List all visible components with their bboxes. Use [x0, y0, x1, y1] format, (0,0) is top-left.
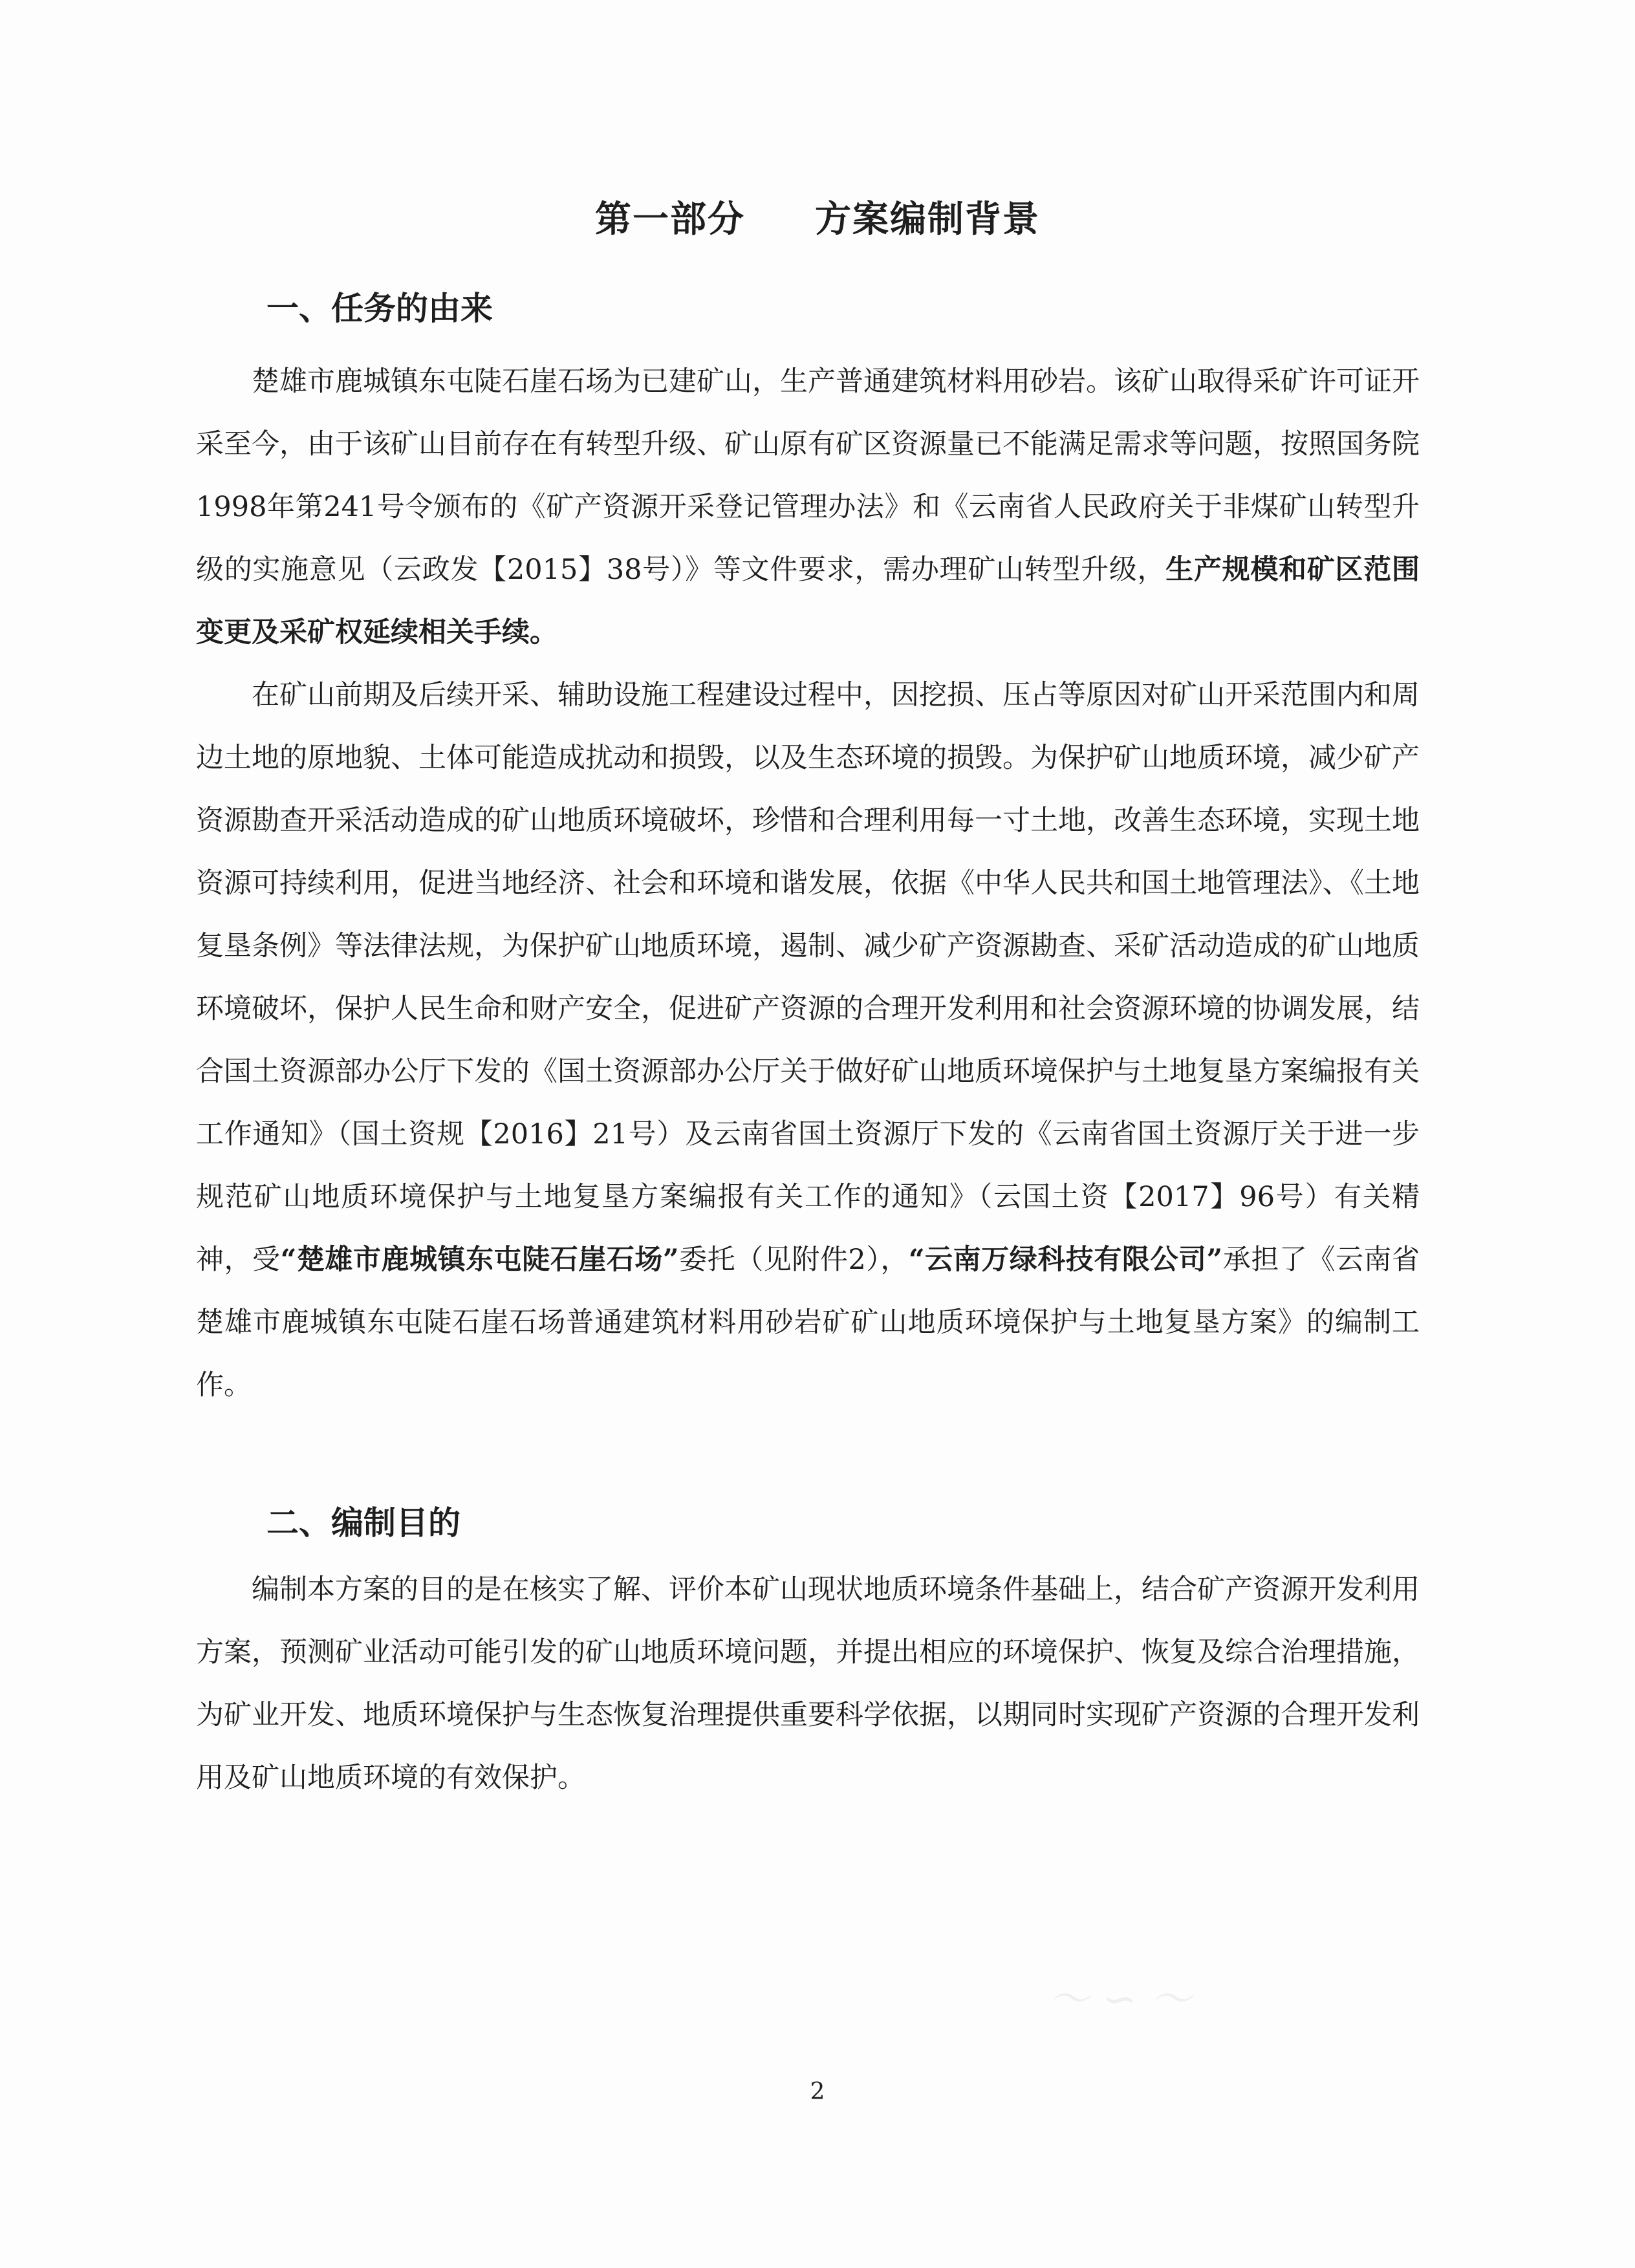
paragraph-text: 在矿山前期及后续开采、辅助设施工程建设过程中，因挖损、压占等原因对矿山开采范围内和周边土地的原地貌、土体可能造成扰动和损毁，以及生态环境的损毁。为保护矿山地质环境，减少矿产资源勘查开采活动造成的矿山地质环境破坏，珍惜和合理利用每一寸土地，改善生态环境，实现土地资源可持续利用，促进当地经济、社会和环境和谐发展，依据《中华人民共和国土地管理法》、《土地复垦条例》等法律法规，为保护矿山地质环境，遏制、减少矿产资源勘查、采矿活动造成的矿山地质环境破坏，保护人民生命和财产安全，促进矿产资源的合理开发利用和社会资源环境的协调发展，结合国土资源部办公厅下发的《国土资源部办公厅关于做好矿山地质环境保护与土地复垦方案编报有关工作通知》（国土资规【2016】21号）及云南省国土资源厅下发的《云南省国土资源厅关于进一步规范矿山地质环境保护与土地复垦方案编报有关工作的通知》（云国土资【2017】96号）有关精神，受 — [196, 679, 1420, 1276]
paragraph-text: 楚雄市鹿城镇东屯陡石崖石场为已建矿山，生产普通建筑材料用砂岩。该矿山取得采矿许可证开采至今，由于该矿山目前存在有转型升级、矿山原有矿区资源量已不能满足需求等问题，按照国务院1998年第241号令颁布的《矿产资源开采登记管理办法》和《云南省人民政府关于非煤矿山转型升级的实施意见（云政发【2015】38号）》等文件要求，需办理矿山转型升级， — [196, 365, 1420, 586]
bleed-through-mark: ～ ∽ ～ — [1048, 1976, 1192, 2024]
chapter-name: 方案编制背景 — [815, 199, 1040, 241]
paragraph-origin-1 — [196, 351, 1420, 664]
paragraph-purpose-1 — [196, 1559, 1420, 1809]
paragraph-origin-2 — [196, 664, 1420, 1417]
client-name-emphasis: “楚雄市鹿城镇东屯陡石崖石场” — [280, 1244, 679, 1276]
chapter-title — [0, 194, 1635, 246]
paragraph-text: 编制本方案的目的是在核实了解、评价本矿山现状地质环境条件基础上，结合矿产资源开发利用方案，预测矿业活动可能引发的矿山地质环境问题，并提出相应的环境保护、恢复及综合治理措施，为矿业开发、地质环境保护与生态恢复治理提供重要科学依据，以期同时实现矿产资源的合理开发利用及矿山地质环境的有效保护。 — [196, 1573, 1420, 1794]
paragraph-emphasis: 生产规模和矿区范围变更及采矿权延续相关手续。 — [196, 554, 1420, 649]
section-heading-origin: 一、任务的由来 — [266, 290, 493, 327]
section-heading-purpose: 二、编制目的 — [266, 1504, 460, 1542]
page-number: 2 — [810, 2079, 825, 2105]
chapter-part: 第一部分 — [595, 199, 745, 241]
paragraph-text: 委托（见附件2）， — [678, 1244, 909, 1276]
paragraph-text: 承担了《云南省楚雄市鹿城镇东屯陡石崖石场普通建筑材料用砂岩矿矿山地质环境保护与土地复垦方案》的编制工作。 — [196, 1244, 1420, 1401]
contractor-name-emphasis: “云南万绿科技有限公司” — [908, 1244, 1223, 1276]
